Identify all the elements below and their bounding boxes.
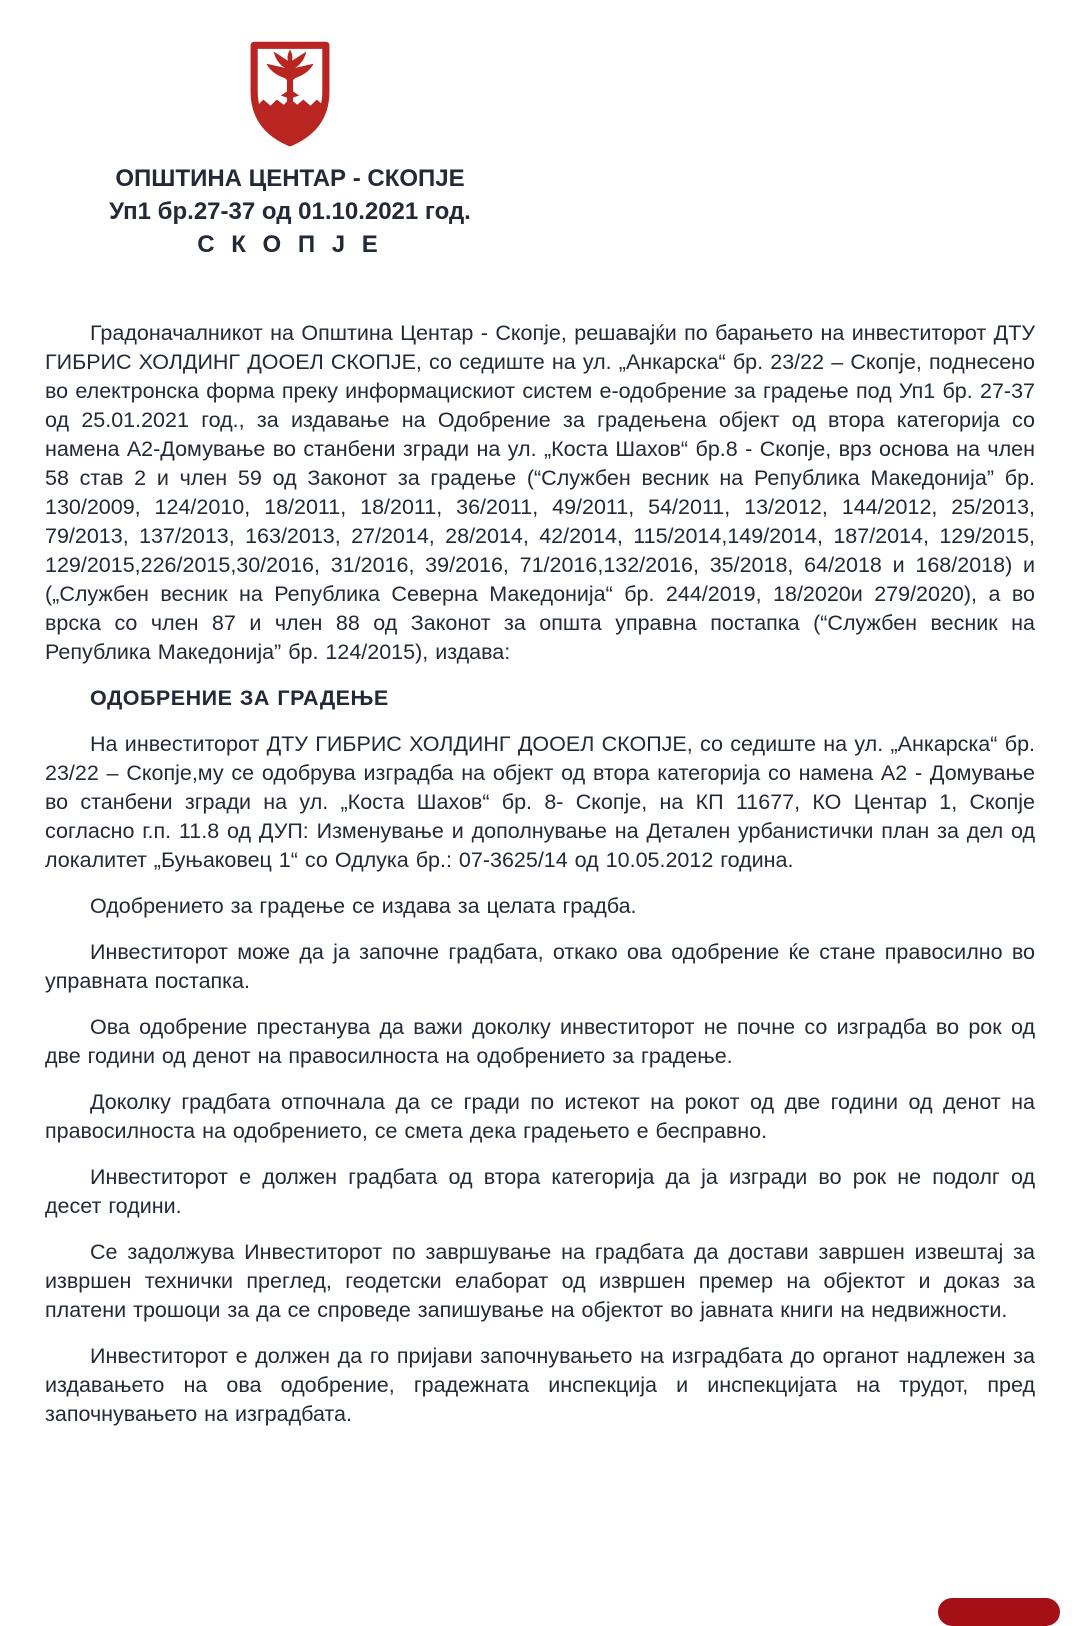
document-page [0,40,1080,1612]
paragraph-ten-year-limit: Инвеститорот е должен градбата од втора категорија да ја изгради во рок не подолг од десет години. [45,1165,1035,1218]
paragraph-validity-two-years: Ова одобрение престанува да важи доколку инвеститорот не почне со изградба во рок од две години од денот на правосилноста на одобрението за градење. [45,1015,1035,1068]
paragraph-whole-building: Одобрението за градење се издава за целата градба. [90,894,637,918]
document-title: ОДОБРЕНИЕ ЗА ГРАДЕЊЕ [90,686,389,710]
header-case-number: Уп1 бр.27-37 од 01.10.2021 год. [109,198,471,225]
paragraph-illegal-construction: Доколку градбата отпочнала да се гради по истекот на рокот од две години од денот на правосилноста на одобрението, се смета дека градењето е бесправно. [45,1090,1035,1143]
paragraph-start-conditions: Инвеститорот може да ја започне градбата, откако ова одобрение ќе стане правосилно во управната постапка. [45,940,1035,993]
document-body [45,319,1035,1429]
header-municipality-title: ОПШТИНА ЦЕНТАР - СКОПЈЕ [115,165,465,192]
header-city: С К О П Ј Е [197,231,383,258]
red-pill-button[interactable] [938,1598,1060,1626]
paragraph-notify-authorities: Инвеститорот е должен да го пријави започнувањето на изградбата до органот надлежен за издавањето на ова одобрение, градежната инспекција и инспекцијата на трудот, пред започнувањето на изградбата. [45,1344,1035,1426]
paragraph-final-report-obligation: Се задолжува Инвеститорот по завршување на градбата да достави завршен извештај за извршен технички преглед, геодетски елаборат од извршен премер на објектот и доказ за платени трошоци за да се спроведе запишување на објектот во јавната книги на недвижности. [45,1240,1035,1322]
intro-paragraph: Градоначалникот на Општина Центар - Скопје, решавајќи по барањето на инвеститорот ДТУ ГИБРИС ХОЛДИНГ ДООЕЛ СКОПЈЕ, со седиште на ул. „Анкарска“ бр. 23/22 – Скопје, поднесено во електронска форма преку информацискиот систем е-одобрение за градење под Уп1 бр. 27-37 од 25.01.2021 год., за издавање на Одобрение за градењена објект од втора категорија со намена А2-Домување во станбени згради на ул. „Коста Шахов“ бр.8 - Скопје, врз основа на член 58 став 2 и член 59 од Законот за градење (“Службен весник на Република Македонија” бр. 130/2009, 124/2010, 18/2011, 18/2011, 36/2011, 49/2011, 54/2011, 13/2012, 144/2012, 25/2013, 79/2013, 137/2013, 163/2013, 27/2014, 28/2014, 42/2014, 115/2014,149/2014, 187/2014, 129/2015, 129/2015,226/2015,30/2016, 31/2016, 39/2016, 71/2016,132/2016, 35/2018, 64/2018 и 168/2018) и („Службен весник на Република Северна Македонија“ бр. 244/2019, 18/2020и 279/2020), а во врска со член 87 и член 88 од Законот за општа управна постапка (“Службен весник на Република Македонија” бр. 124/2015), издава: [45,321,1035,664]
paragraph-investor-approval: На инвеститорот ДТУ ГИБРИС ХОЛДИНГ ДООЕЛ СКОПЈЕ, со седиште на ул. „Анкарска“ бр. 23/22 – Скопје,му се одобрува изградба на објект од втора категорија со намена А2 - Домување во станбени згради на ул. „Коста Шахов“ бр. 8- Скопје, на КП 11677, КО Центар 1, Скопје согласно г.п. 11.8 од ДУП: Изменување и дополнување на Детален урбанистички план за дел од локалитет „Буњаковец 1“ со Одлука бр.: 07-3625/14 од 10.05.2012 година. [45,732,1035,872]
document-header [100,40,480,261]
coat-of-arms-icon [100,40,480,152]
